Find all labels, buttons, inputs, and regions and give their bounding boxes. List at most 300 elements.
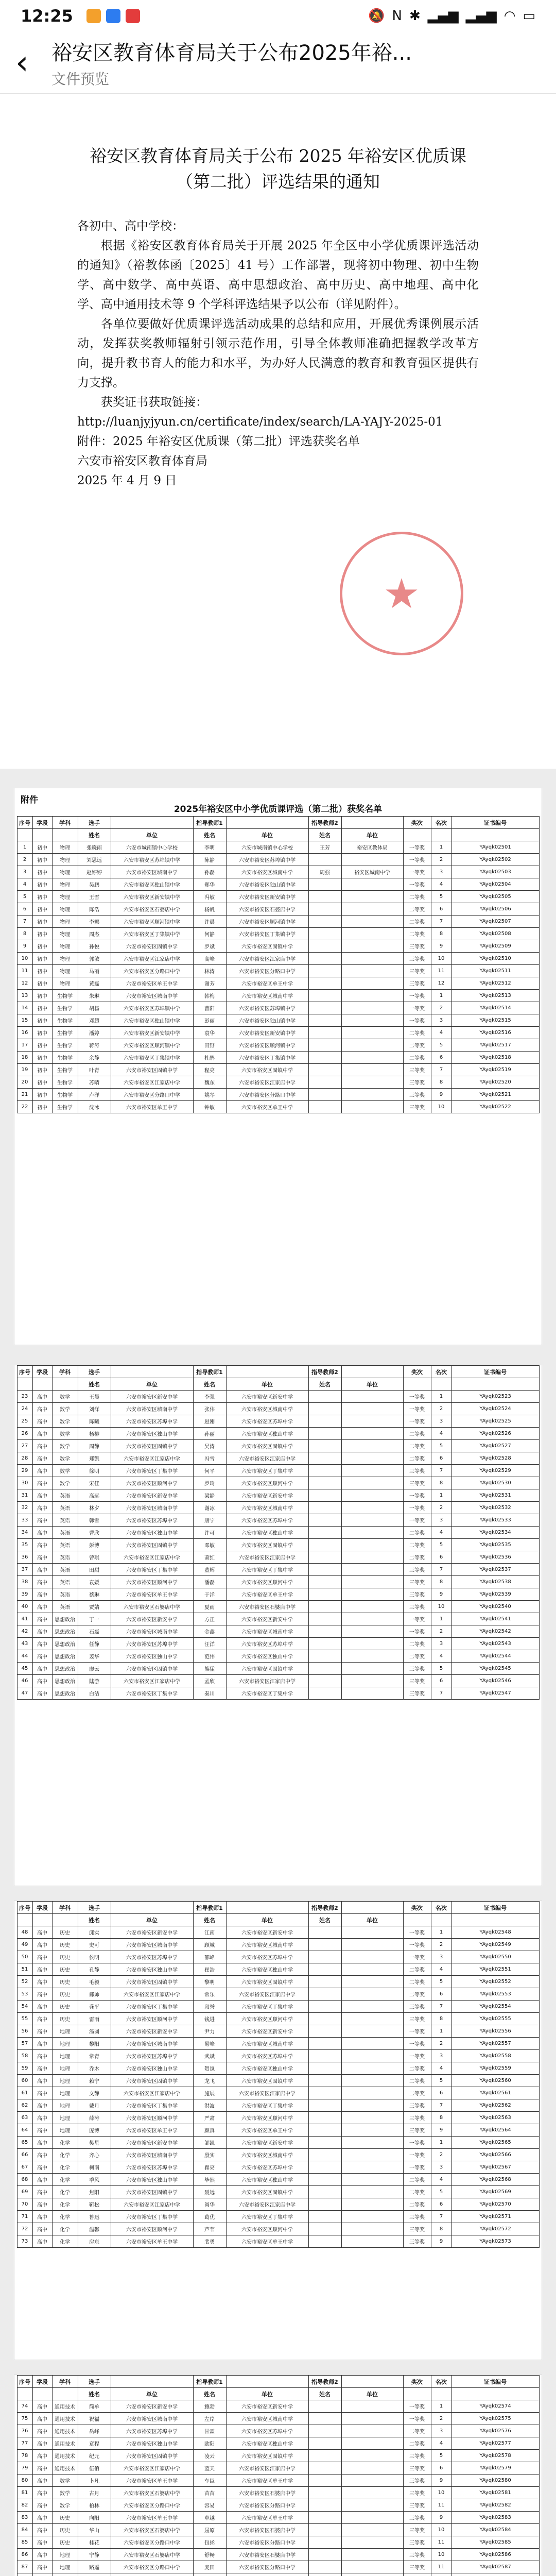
column-subheader bbox=[403, 2388, 431, 2400]
table-row bbox=[17, 2001, 539, 2013]
table-cell bbox=[308, 1502, 341, 1514]
table-cell: YAyqk02552 bbox=[451, 1976, 539, 1988]
table-cell bbox=[341, 2487, 403, 2499]
table-cell: 11 bbox=[431, 2536, 451, 2549]
table-cell: 秦川 bbox=[193, 1687, 226, 1700]
table-cell: 高中 bbox=[32, 1988, 52, 2001]
signal-icon: ▂▄▆ bbox=[465, 8, 497, 24]
table-cell: 六安市裕安区固镇中学 bbox=[111, 1539, 193, 1551]
table-cell: 姜华 bbox=[78, 1650, 111, 1663]
table-cell: 高中 bbox=[32, 2174, 52, 2186]
table-cell: 通用技术 bbox=[52, 2450, 78, 2462]
table-cell bbox=[308, 2462, 341, 2475]
table-cell bbox=[341, 1638, 403, 1650]
table-cell: 一等奖 bbox=[403, 854, 431, 866]
table-cell: YAyqk02535 bbox=[451, 1539, 539, 1551]
table-cell bbox=[341, 1675, 403, 1687]
table-cell: 56 bbox=[17, 2025, 32, 2038]
table-cell: 陈静 bbox=[193, 854, 226, 866]
table-cell: 思想政治 bbox=[52, 1650, 78, 1663]
table-cell bbox=[341, 2211, 403, 2223]
table-cell: 二等奖 bbox=[403, 1027, 431, 1039]
table-cell: 六安市裕安区城南中学 bbox=[226, 1625, 308, 1638]
table-cell: 鲁迅 bbox=[78, 2211, 111, 2223]
column-header: 指导教师1 bbox=[193, 1366, 226, 1378]
table-cell: 3 bbox=[431, 1014, 451, 1027]
table-cell: 马丽 bbox=[78, 965, 111, 977]
table-row bbox=[17, 2400, 539, 2413]
column-header: 选手 bbox=[78, 817, 111, 829]
table-cell: 一等奖 bbox=[403, 1489, 431, 1502]
table-cell: 高中 bbox=[32, 2512, 52, 2524]
table-cell: 6 bbox=[431, 1452, 451, 1465]
column-subheader bbox=[32, 2388, 52, 2400]
table-cell: 叶青 bbox=[78, 1064, 111, 1076]
table-cell: 历史 bbox=[52, 1939, 78, 1951]
battery-icon: ▭ bbox=[523, 8, 535, 24]
column-subheader: 单位 bbox=[111, 2388, 193, 2400]
table-cell: YAyqk02501 bbox=[451, 841, 539, 854]
table-cell: 孔静 bbox=[78, 1963, 111, 1976]
table-cell: 高中 bbox=[32, 2112, 52, 2124]
table-cell: 9 bbox=[431, 1089, 451, 1101]
table-cell: YAyqk02521 bbox=[451, 1089, 539, 1101]
table-cell: 贺岚 bbox=[193, 2062, 226, 2075]
table-cell: 六安市裕安区单王中学 bbox=[111, 2235, 193, 2248]
table-cell: 初中 bbox=[32, 1076, 52, 1089]
table-cell: 6 bbox=[431, 1675, 451, 1687]
column-subheader bbox=[52, 1378, 78, 1391]
table-cell: 六安市裕安区江家店中学 bbox=[111, 2462, 193, 2475]
table-cell: 思想政治 bbox=[52, 1687, 78, 1700]
column-header: 证书编号 bbox=[451, 1366, 539, 1378]
table-row bbox=[17, 2062, 539, 2075]
certificate-link[interactable]: http://luanjyjyun.cn/certificate/index/search/LA-YAJY-2025-01 bbox=[77, 415, 443, 429]
table-cell bbox=[308, 1440, 341, 1452]
table-cell: 7 bbox=[17, 916, 32, 928]
table-row bbox=[17, 2025, 539, 2038]
table-cell bbox=[308, 1014, 341, 1027]
table-cell: YAyqk02502 bbox=[451, 854, 539, 866]
table-cell bbox=[341, 2413, 403, 2425]
table-cell: 一等奖 bbox=[403, 1002, 431, 1014]
table-cell: 六安市裕安区固镇中学 bbox=[111, 1440, 193, 1452]
table-cell: 容易 bbox=[193, 2499, 226, 2512]
table-cell: 72 bbox=[17, 2223, 32, 2235]
table-cell: 戴月 bbox=[78, 2099, 111, 2112]
table-cell: YAyqk02585 bbox=[451, 2536, 539, 2549]
table-cell: 芦苇 bbox=[193, 2223, 226, 2235]
table-cell bbox=[308, 2437, 341, 2450]
column-subheader bbox=[17, 1914, 32, 1926]
table-cell: 30 bbox=[17, 1477, 32, 1489]
table-cell bbox=[341, 2013, 403, 2025]
table-cell: 高中 bbox=[32, 2062, 52, 2075]
table-cell: 84 bbox=[17, 2524, 32, 2536]
table-cell: 英语 bbox=[52, 1551, 78, 1564]
table-cell: 六安市裕安区顺河中学 bbox=[226, 1477, 308, 1489]
table-cell: 数学 bbox=[52, 1415, 78, 1428]
table-cell: 87 bbox=[17, 2561, 32, 2573]
table-row bbox=[17, 1687, 539, 1700]
table-cell: 物理 bbox=[52, 841, 78, 854]
table-cell: 一等奖 bbox=[403, 2149, 431, 2161]
table-cell: 颜真 bbox=[193, 2124, 226, 2137]
table-cell: 二等奖 bbox=[403, 1052, 431, 1064]
column-subheader: 单位 bbox=[111, 1914, 193, 1926]
table-cell: 六安市裕安区江家店中学 bbox=[226, 1551, 308, 1564]
table-cell: YAyqk02580 bbox=[451, 2475, 539, 2487]
table-cell: 三等奖 bbox=[403, 1564, 431, 1576]
table-cell: 蔡琳 bbox=[78, 1588, 111, 1601]
table-cell: 英语 bbox=[52, 1588, 78, 1601]
table-cell: 罗斌 bbox=[193, 940, 226, 953]
table-cell: 高中 bbox=[32, 1403, 52, 1415]
table-cell: 高中 bbox=[32, 2475, 52, 2487]
table-cell: 六安市裕安区苏埠中学 bbox=[111, 2050, 193, 2062]
column-header: 指导教师1 bbox=[193, 1902, 226, 1914]
table-cell: 地理 bbox=[52, 2561, 78, 2573]
table-cell: YAyqk02508 bbox=[451, 928, 539, 940]
table-cell: 郑凯 bbox=[78, 1452, 111, 1465]
table-row bbox=[17, 2413, 539, 2425]
table-cell bbox=[341, 878, 403, 891]
table-cell: 三等奖 bbox=[403, 2536, 431, 2549]
table-cell bbox=[308, 953, 341, 965]
table-cell: 三等奖 bbox=[403, 2487, 431, 2499]
table-cell: 靳松 bbox=[78, 2198, 111, 2211]
table-cell: 5 bbox=[431, 2186, 451, 2198]
column-subheader bbox=[403, 1914, 431, 1926]
table-cell: 5 bbox=[431, 1440, 451, 1452]
table-row bbox=[17, 1014, 539, 1027]
column-header: 指导教师1 bbox=[193, 2376, 226, 2388]
table-row bbox=[17, 2161, 539, 2174]
table-cell: 1 bbox=[431, 2137, 451, 2149]
table-row bbox=[17, 891, 539, 903]
table-title: 2025年裕安区中小学优质课评选（第二批）获奖名单 bbox=[173, 804, 383, 815]
table-cell: 六安市裕安区固镇中学 bbox=[226, 1064, 308, 1076]
table-cell: 高中 bbox=[32, 2025, 52, 2038]
table-cell: 舒畅 bbox=[193, 2549, 226, 2561]
table-cell: 7 bbox=[431, 1465, 451, 1477]
table-cell: 六安市裕安区新安中学 bbox=[111, 1391, 193, 1403]
table-cell: 六安市裕安区独山中学 bbox=[111, 1650, 193, 1663]
table-cell: YAyqk02524 bbox=[451, 1403, 539, 1415]
table-cell: 45 bbox=[17, 1663, 32, 1675]
table-cell: 高中 bbox=[32, 2161, 52, 2174]
table-cell: 历史 bbox=[52, 2536, 78, 2549]
table-cell: 六安市裕安区城南中学 bbox=[226, 1939, 308, 1951]
table-cell: YAyqk02545 bbox=[451, 1663, 539, 1675]
table-cell: 43 bbox=[17, 1638, 32, 1650]
table-cell: 60 bbox=[17, 2075, 32, 2087]
table-cell bbox=[341, 1539, 403, 1551]
table-cell: 2 bbox=[431, 1939, 451, 1951]
table-cell: 4 bbox=[431, 1963, 451, 1976]
table-cell: 常青 bbox=[78, 2050, 111, 2062]
column-subheader bbox=[52, 1914, 78, 1926]
table-cell: 一等奖 bbox=[403, 1926, 431, 1939]
table-cell: 六安市裕安区江家店中学 bbox=[111, 1988, 193, 2001]
table-cell: 六安市裕安区江家店中学 bbox=[111, 2198, 193, 2211]
table-cell: 六安市裕安区石婆店中学 bbox=[111, 2549, 193, 2561]
table-cell: 六安市裕安区丁集中学 bbox=[226, 2211, 308, 2223]
attachment-page bbox=[14, 1901, 542, 2360]
table-cell: YAyqk02522 bbox=[451, 1101, 539, 1113]
table-cell: 六安市裕安区顺河镇中学 bbox=[111, 1039, 193, 1052]
table-cell: 六安市裕安区单王中学 bbox=[111, 2512, 193, 2524]
table-cell: 温馨 bbox=[78, 2223, 111, 2235]
table-cell: 化学 bbox=[52, 2149, 78, 2161]
table-row bbox=[17, 2211, 539, 2223]
column-subheader bbox=[403, 1378, 431, 1391]
table-cell: 数学 bbox=[52, 2475, 78, 2487]
table-cell: 4 bbox=[431, 2062, 451, 2075]
table-cell: 7 bbox=[431, 1064, 451, 1076]
table-cell: 华山 bbox=[78, 2524, 111, 2536]
table-subheader-row bbox=[17, 1378, 539, 1391]
table-cell: 林夕 bbox=[78, 1502, 111, 1514]
table-cell: 丁一 bbox=[78, 1613, 111, 1625]
table-cell: 孟欣 bbox=[193, 1675, 226, 1687]
table-cell bbox=[341, 1514, 403, 1527]
table-row bbox=[17, 2462, 539, 2475]
table-cell: YAyqk02548 bbox=[451, 1926, 539, 1939]
column-header bbox=[341, 1902, 403, 1914]
table-cell bbox=[308, 2025, 341, 2038]
table-cell: 六安市裕安区分路口中学 bbox=[111, 1089, 193, 1101]
table-cell: 六安市裕安区江家店中学 bbox=[111, 1551, 193, 1564]
table-cell bbox=[341, 1551, 403, 1564]
table-cell: 袁媛 bbox=[78, 1576, 111, 1588]
table-cell: 程亮 bbox=[193, 1064, 226, 1076]
table-cell: 40 bbox=[17, 1601, 32, 1613]
table-cell: 邓超 bbox=[78, 1014, 111, 1027]
table-cell: 六安市裕安区新安中学 bbox=[226, 2137, 308, 2149]
table-cell bbox=[341, 1976, 403, 1988]
table-cell: 六安市裕安区城南中学 bbox=[111, 2149, 193, 2161]
table-cell: 39 bbox=[17, 1588, 32, 1601]
table-cell bbox=[308, 1002, 341, 1014]
table-cell: 61 bbox=[17, 2087, 32, 2099]
table-cell bbox=[341, 1064, 403, 1076]
table-cell: 高中 bbox=[32, 1465, 52, 1477]
table-cell: YAyqk02513 bbox=[451, 990, 539, 1002]
table-cell: 地理 bbox=[52, 2099, 78, 2112]
table-cell: 高中 bbox=[32, 1963, 52, 1976]
table-cell: 27 bbox=[17, 1440, 32, 1452]
table-cell: 赖宁 bbox=[78, 2075, 111, 2087]
table-cell bbox=[308, 1465, 341, 1477]
column-header: 奖次 bbox=[403, 1366, 431, 1378]
table-cell bbox=[308, 2050, 341, 2062]
table-cell: 高中 bbox=[32, 1452, 52, 1465]
table-cell: 三等奖 bbox=[403, 1687, 431, 1700]
column-header: 选手 bbox=[78, 1902, 111, 1914]
table-row bbox=[17, 2235, 539, 2248]
table-cell: 3 bbox=[431, 1514, 451, 1527]
table-cell: 高中 bbox=[32, 2524, 52, 2536]
table-cell: 聂远 bbox=[193, 2186, 226, 2198]
table-cell: YAyqk02512 bbox=[451, 977, 539, 990]
table-cell: 六安市裕安区单王中学 bbox=[111, 2124, 193, 2137]
table-cell bbox=[308, 2400, 341, 2413]
table-cell: YAyqk02574 bbox=[451, 2400, 539, 2413]
table-cell: 一等奖 bbox=[403, 1939, 431, 1951]
table-cell: 六安市裕安区丁集中学 bbox=[111, 1564, 193, 1576]
table-row bbox=[17, 1440, 539, 1452]
table-cell: YAyqk02531 bbox=[451, 1489, 539, 1502]
table-cell: 41 bbox=[17, 1613, 32, 1625]
table-cell: 9 bbox=[431, 2124, 451, 2137]
table-cell: 六安市裕安区顺河中学 bbox=[226, 2223, 308, 2235]
table-cell: 六安市裕安区分路口中学 bbox=[226, 2499, 308, 2512]
table-cell bbox=[341, 2124, 403, 2137]
table-cell bbox=[341, 1963, 403, 1976]
column-subheader: 单位 bbox=[226, 1914, 308, 1926]
table-cell: 蓝天 bbox=[193, 2462, 226, 2475]
table-cell bbox=[308, 1551, 341, 1564]
table-cell: YAyqk02536 bbox=[451, 1551, 539, 1564]
table-cell: 4 bbox=[17, 878, 32, 891]
table-cell: 57 bbox=[17, 2038, 32, 2050]
column-header: 指导教师1 bbox=[193, 817, 226, 829]
table-row bbox=[17, 1477, 539, 1489]
table-cell: YAyqk02556 bbox=[451, 2025, 539, 2038]
table-cell: 六安市裕安区石婆店中学 bbox=[111, 2487, 193, 2499]
table-row bbox=[17, 2186, 539, 2198]
table-cell: 初中 bbox=[32, 866, 52, 878]
table-cell: 4 bbox=[431, 1650, 451, 1663]
table-cell: 李明 bbox=[193, 841, 226, 854]
table-cell: 5 bbox=[431, 1976, 451, 1988]
table-cell: 孙悦 bbox=[78, 940, 111, 953]
table-header-row bbox=[17, 817, 539, 829]
table-cell: 高中 bbox=[32, 1576, 52, 1588]
table-cell: 六安市裕安区单王中学 bbox=[226, 2512, 308, 2524]
table-cell: 高中 bbox=[32, 2223, 52, 2235]
table-cell: 高中 bbox=[32, 2400, 52, 2413]
table-cell: 李娜 bbox=[78, 916, 111, 928]
table-cell: 生物学 bbox=[52, 990, 78, 1002]
table-cell: 8 bbox=[431, 2112, 451, 2124]
table-cell: 53 bbox=[17, 1988, 32, 2001]
table-row bbox=[17, 1052, 539, 1064]
table-cell: 二等奖 bbox=[403, 928, 431, 940]
table-cell: 6 bbox=[431, 2462, 451, 2475]
back-icon[interactable]: ‹ bbox=[15, 43, 29, 82]
table-cell: 三等奖 bbox=[403, 2235, 431, 2248]
column-subheader: 姓名 bbox=[78, 829, 111, 841]
table-row bbox=[17, 878, 539, 891]
table-cell: 六安市裕安区分路口中学 bbox=[226, 2536, 308, 2549]
table-cell bbox=[308, 1415, 341, 1428]
table-cell: YAyqk02573 bbox=[451, 2235, 539, 2248]
table-row bbox=[17, 2499, 539, 2512]
table-row bbox=[17, 2223, 539, 2235]
table-cell bbox=[308, 1052, 341, 1064]
table-row bbox=[17, 1976, 539, 1988]
table-cell bbox=[308, 1638, 341, 1650]
table-cell: YAyqk02560 bbox=[451, 2075, 539, 2087]
table-cell: 英语 bbox=[52, 1502, 78, 1514]
table-cell bbox=[308, 1988, 341, 2001]
table-cell: YAyqk02537 bbox=[451, 1564, 539, 1576]
table-cell: 彭博 bbox=[78, 1539, 111, 1551]
table-cell: 初中 bbox=[32, 940, 52, 953]
table-cell: 思想政治 bbox=[52, 1638, 78, 1650]
signal-icon: ▂▄▆ bbox=[427, 8, 459, 24]
table-cell bbox=[308, 2450, 341, 2462]
table-cell bbox=[308, 1477, 341, 1489]
table-cell: 六安市裕安区固镇中学 bbox=[111, 940, 193, 953]
table-cell: 数学 bbox=[52, 2499, 78, 2512]
table-cell: 英语 bbox=[52, 1539, 78, 1551]
table-cell: 10 bbox=[431, 953, 451, 965]
table-cell: 4 bbox=[431, 1027, 451, 1039]
table-cell: 高中 bbox=[32, 2075, 52, 2087]
table-cell: 高中 bbox=[32, 1638, 52, 1650]
table-cell: 8 bbox=[17, 928, 32, 940]
table-cell: 黄磊 bbox=[78, 977, 111, 990]
table-cell: 31 bbox=[17, 1489, 32, 1502]
table-cell: 六安市裕安区独山中学 bbox=[111, 1527, 193, 1539]
table-cell bbox=[341, 2112, 403, 2124]
table-cell bbox=[341, 1926, 403, 1939]
table-cell: 物理 bbox=[52, 891, 78, 903]
table-cell: YAyqk02569 bbox=[451, 2186, 539, 2198]
table-cell: 物理 bbox=[52, 854, 78, 866]
table-cell: 生物学 bbox=[52, 1076, 78, 1089]
table-cell: 六安市裕安区固镇中学 bbox=[226, 2186, 308, 2198]
nfc-icon: N bbox=[392, 8, 402, 24]
table-cell: 六安市裕安区城南中学 bbox=[111, 1502, 193, 1514]
table-cell: 六安市裕安区苏埠中学 bbox=[111, 1951, 193, 1963]
table-cell: 通用技术 bbox=[52, 2413, 78, 2425]
table-cell: 宁静 bbox=[78, 2549, 111, 2561]
table-cell: 樊星 bbox=[78, 2137, 111, 2149]
table-cell: YAyqk02576 bbox=[451, 2425, 539, 2437]
table-row bbox=[17, 1564, 539, 1576]
table-cell: 邵峰 bbox=[193, 1951, 226, 1963]
table-cell: 顾城 bbox=[193, 1939, 226, 1951]
table-cell: 龚平 bbox=[78, 2001, 111, 2013]
table-cell bbox=[308, 916, 341, 928]
table-cell: 一等奖 bbox=[403, 1415, 431, 1428]
table-cell: 10 bbox=[431, 2524, 451, 2536]
table-cell: 63 bbox=[17, 2112, 32, 2124]
column-header: 学段 bbox=[32, 817, 52, 829]
table-cell bbox=[52, 2573, 78, 2576]
table-cell: 六安市裕安区苏埠镇中学 bbox=[111, 1002, 193, 1014]
table-cell: 一等奖 bbox=[403, 866, 431, 878]
table-cell: 施展 bbox=[193, 2087, 226, 2099]
table-cell: 化学 bbox=[52, 2198, 78, 2211]
table-cell: 周强 bbox=[308, 866, 341, 878]
table-cell: 崔浩 bbox=[193, 1963, 226, 1976]
table-cell: 六安市裕安区苏埠中学 bbox=[226, 2425, 308, 2437]
column-header: 指导教师2 bbox=[308, 2376, 341, 2388]
table-cell: 6 bbox=[431, 1551, 451, 1564]
table-cell: 六安市裕安区顺河中学 bbox=[226, 1576, 308, 1588]
table-cell: 二等奖 bbox=[403, 1976, 431, 1988]
table-cell bbox=[341, 1687, 403, 1700]
table-cell: 6 bbox=[431, 2087, 451, 2099]
table-cell: 葛优 bbox=[193, 2211, 226, 2223]
table-cell bbox=[341, 928, 403, 940]
table-cell bbox=[226, 2573, 308, 2576]
